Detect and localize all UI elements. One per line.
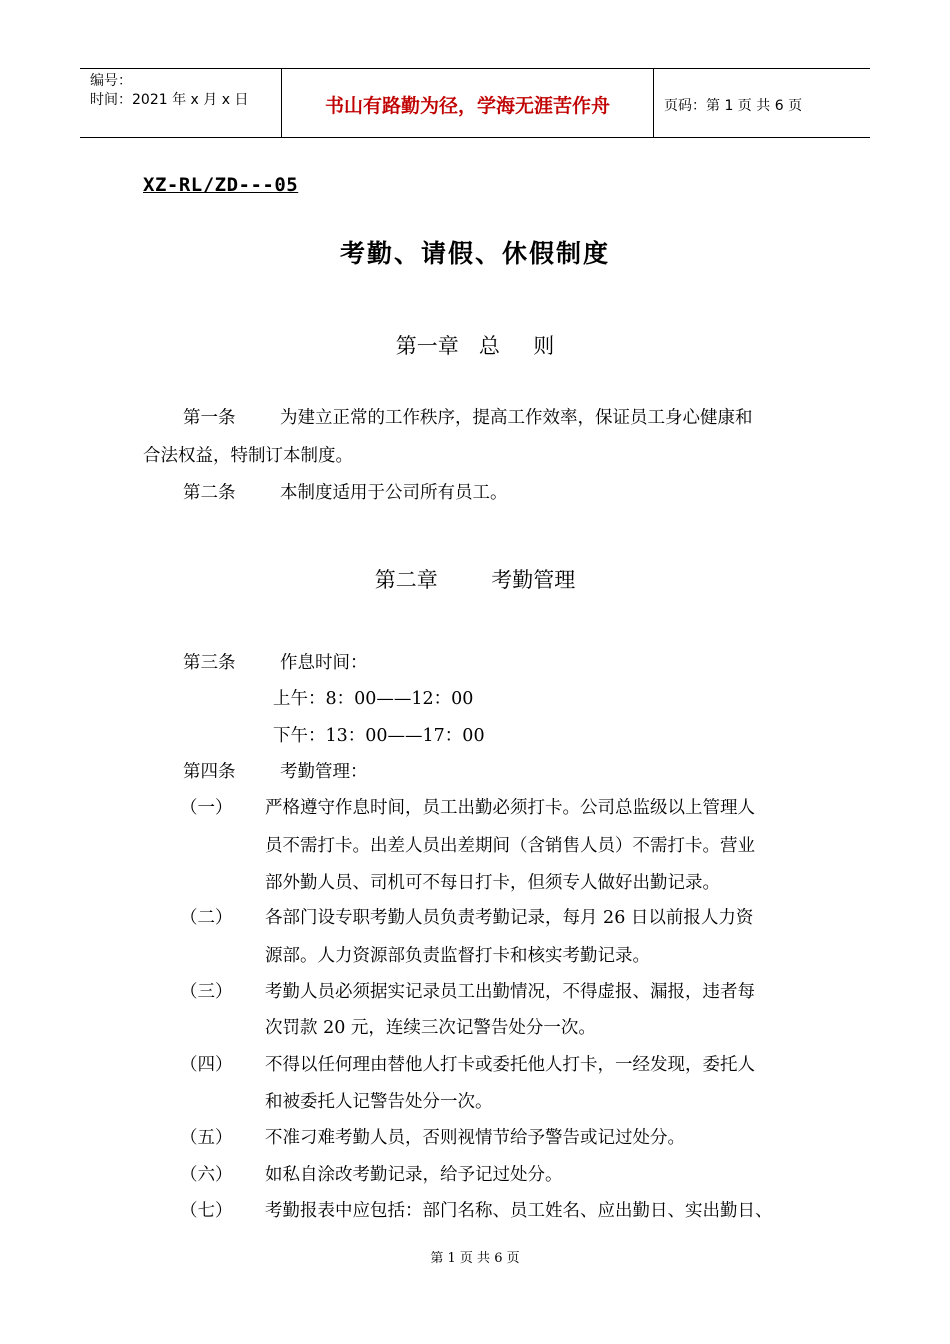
item-1-line-3: 部外勤人员、司机可不每日打卡，但须专人做好出勤记录。 [265, 873, 720, 893]
item-2-line-2: 源部。人力资源部负责监督打卡和核实考勤记录。 [265, 946, 650, 966]
article-1-label: 第一条 [183, 408, 236, 428]
morning-hours: 上午：8：00——12：00 [273, 689, 474, 709]
item-2-number: （二） [180, 908, 233, 928]
article-3-label: 第三条 [183, 653, 236, 673]
document-time-label: 时间：2021 年 x 月 x 日 [90, 92, 249, 108]
article-3-text: 作息时间： [280, 653, 368, 673]
item-5-number: （五） [180, 1128, 233, 1148]
item-7-line-1: 考勤报表中应包括：部门名称、员工姓名、应出勤日、实出勤日、 [265, 1201, 773, 1221]
header-table [80, 68, 870, 138]
article-4-label: 第四条 [183, 762, 236, 782]
document-number-label: 编号： [90, 73, 132, 89]
afternoon-hours: 下午：13：00——17：00 [273, 726, 485, 746]
item-4-line-1: 不得以任何理由替他人打卡或委托他人打卡，一经发现，委托人 [265, 1055, 755, 1075]
item-3-number: （三） [180, 982, 233, 1002]
chapter-2-title: 第二章 考勤管理 [374, 568, 576, 592]
item-6-line-1: 如私自涂改考勤记录，给予记过处分。 [265, 1165, 563, 1185]
item-5-line-1: 不准刁难考勤人员，否则视情节给予警告或记过处分。 [265, 1128, 685, 1148]
header-meta-cell [80, 69, 282, 137]
article-2-text: 本制度适用于公司所有员工。 [280, 483, 508, 503]
item-1-line-1: 严格遵守作息时间，员工出勤必须打卡。公司总监级以上管理人 [265, 798, 755, 818]
item-3-line-2: 次罚款 20 元，连续三次记警告处分一次。 [265, 1018, 596, 1038]
item-4-number: （四） [180, 1055, 233, 1075]
document-code: XZ-RL/ZD---05 [143, 174, 299, 196]
item-6-number: （六） [180, 1165, 233, 1185]
article-2-label: 第二条 [183, 483, 236, 503]
item-1-line-2: 员不需打卡。出差人员出差期间（含销售人员）不需打卡。营业 [265, 836, 755, 856]
document-title: 考勤、请假、休假制度 [339, 239, 610, 268]
item-2-line-1: 各部门设专职考勤人员负责考勤记录，每月 26 日以前报人力资 [265, 908, 754, 928]
item-1-number: （一） [180, 798, 233, 818]
item-3-line-1: 考勤人员必须据实记录员工出勤情况，不得虚报、漏报，违者每 [265, 982, 755, 1002]
item-4-line-2: 和被委托人记警告处分一次。 [265, 1092, 493, 1112]
item-7-number: （七） [180, 1201, 233, 1221]
chapter-1-title: 第一章 总 则 [395, 334, 555, 358]
article-1-text-continued: 合法权益，特制订本制度。 [143, 446, 353, 466]
header-page-info: 页码：第 1 页 共 6 页 [664, 97, 803, 114]
header-motto: 书山有路勤为径，学海无涯苦作舟 [282, 69, 654, 137]
article-1-text: 为建立正常的工作秩序，提高工作效率，保证员工身心健康和 [280, 408, 753, 428]
article-4-text: 考勤管理： [280, 762, 368, 782]
page-footer: 第 1 页 共 6 页 [430, 1251, 520, 1266]
